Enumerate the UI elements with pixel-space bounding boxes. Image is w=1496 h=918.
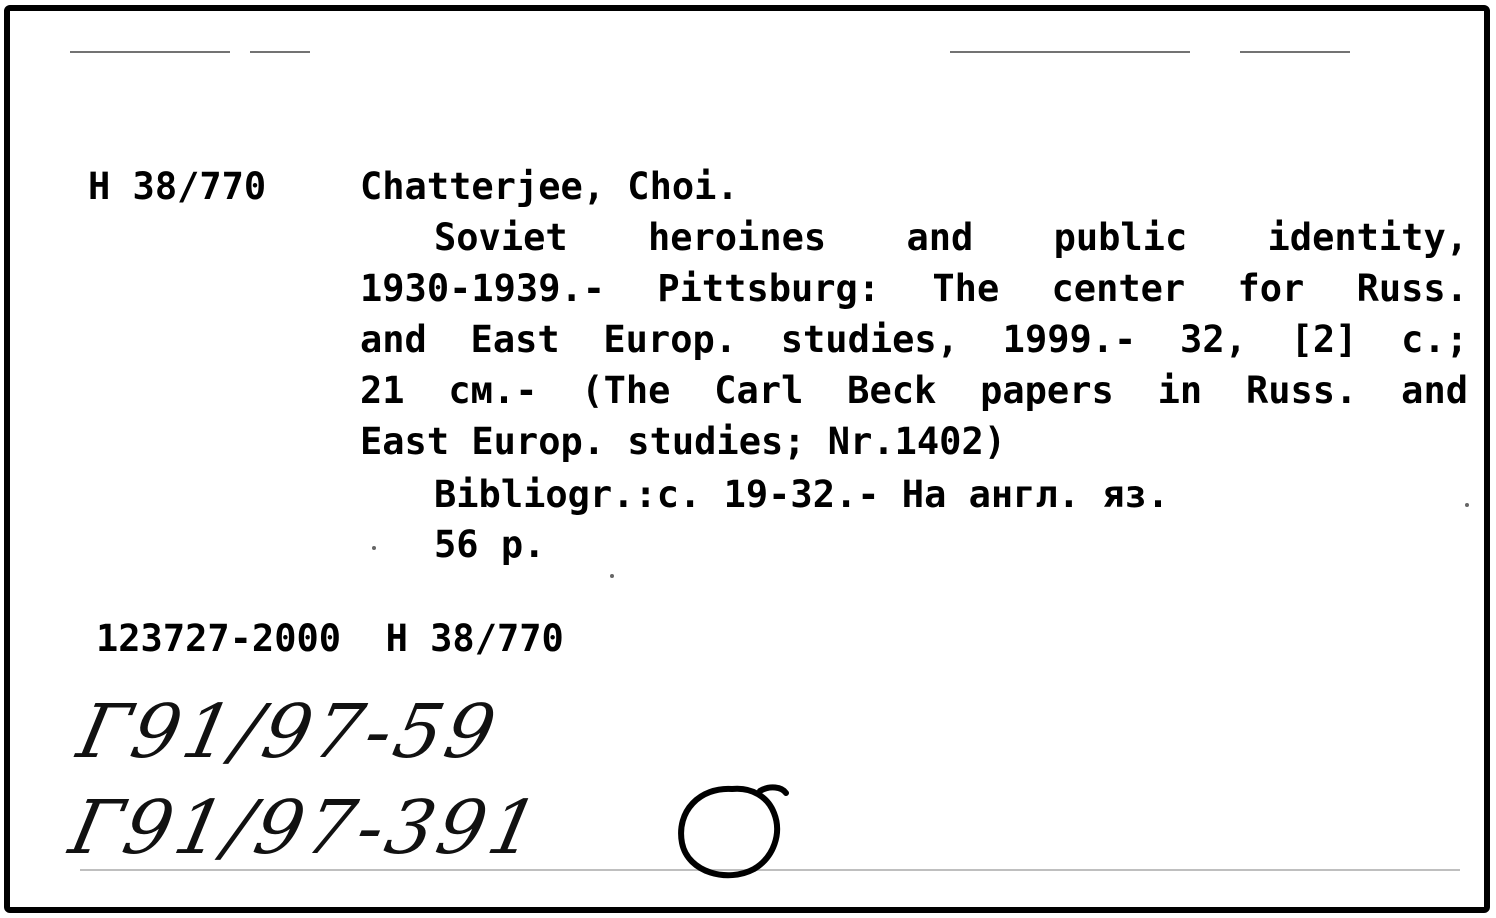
handwritten-note-2: Г91/97-391 bbox=[62, 785, 550, 871]
description-line-5: East Europ. studies; Nr.1402) bbox=[360, 420, 1007, 463]
speck bbox=[610, 574, 614, 578]
speck bbox=[372, 546, 376, 550]
description-line-3: and East Europ. studies, 1999.- 32, [2] c.; bbox=[360, 318, 1468, 361]
bibliography-note: Bibliogr.:c. 19-32.- На англ. яз. bbox=[434, 473, 1170, 516]
speck bbox=[1465, 503, 1469, 507]
description-line-4: 21 см.- (The Carl Beck papers in Russ. and bbox=[360, 369, 1468, 412]
author-heading: Chatterjee, Choi. bbox=[360, 165, 739, 208]
shelfmark: Н 38/770 bbox=[88, 165, 267, 208]
handwritten-note-1: Г91/97-59 bbox=[70, 689, 507, 775]
accession-number: 123727-2000 Н 38/770 bbox=[96, 617, 564, 660]
handwritten-circle-mark bbox=[670, 781, 800, 891]
decorative-dash bbox=[950, 51, 1190, 53]
decorative-dash bbox=[70, 51, 230, 53]
decorative-dash bbox=[1240, 51, 1350, 53]
description-line-2: 1930-1939.- Pittsburg: The center for Russ. bbox=[360, 267, 1468, 310]
description-line-1: Soviet heroines and public identity, bbox=[434, 216, 1468, 259]
catalog-card bbox=[4, 5, 1490, 913]
price: 56 р. bbox=[434, 523, 546, 566]
decorative-dash bbox=[250, 51, 310, 53]
